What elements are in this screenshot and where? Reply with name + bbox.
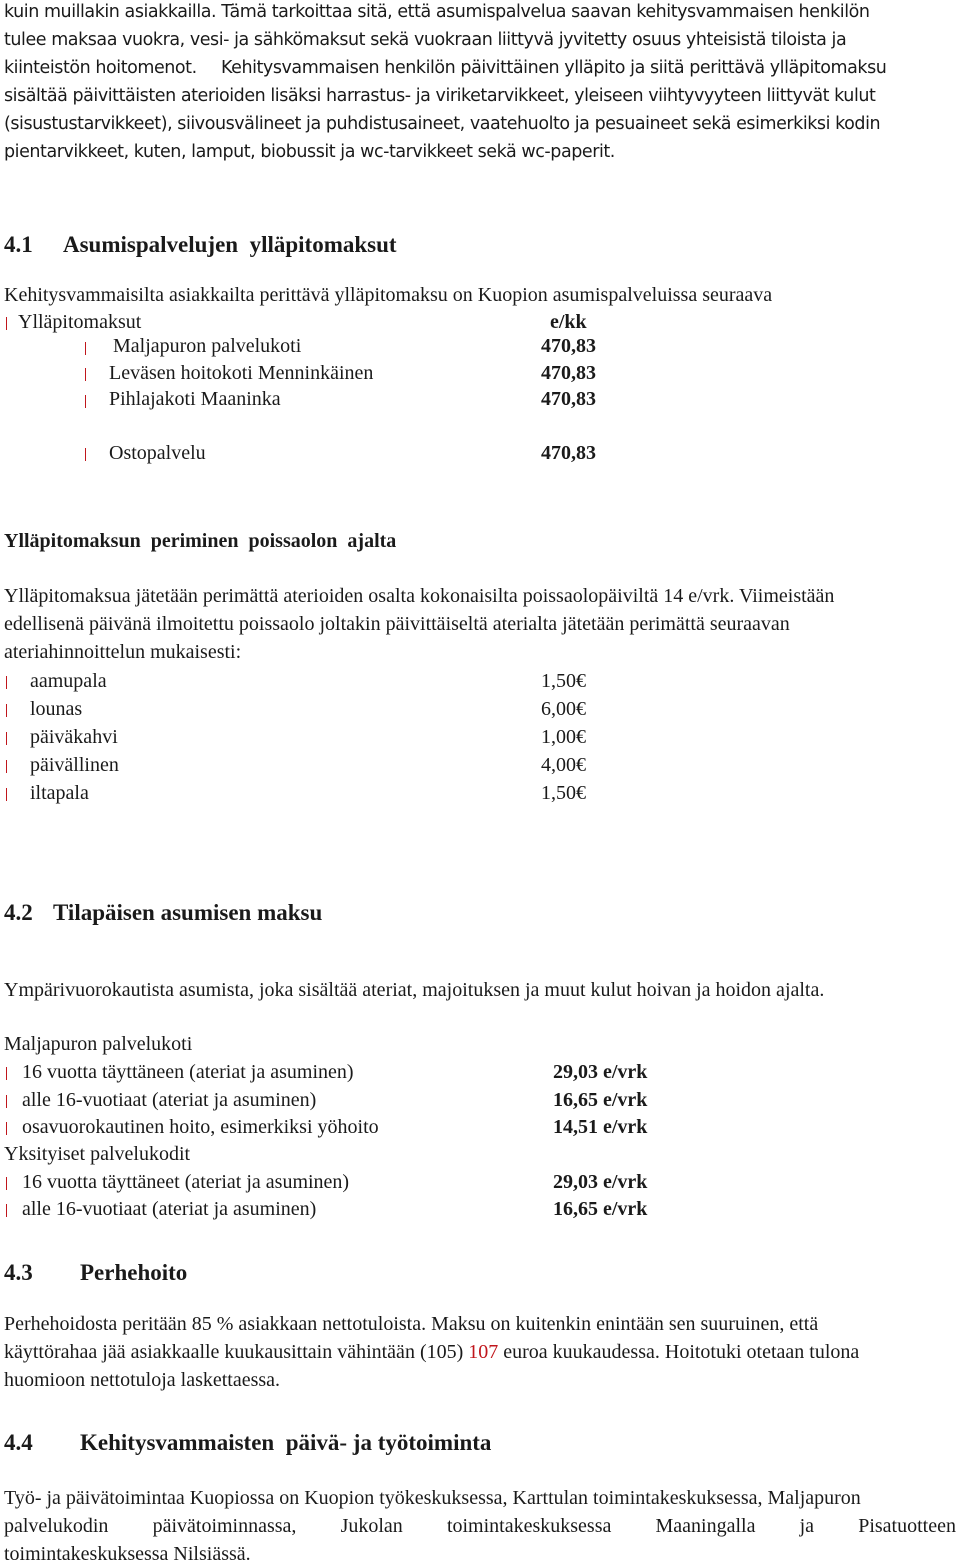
intro-line-4: sisältää päivittäisten aterioiden lisäksi harrastus- ja viriketarvikkeet, yleiseen viihtyvyyteen liittyvät kulut (4, 86, 876, 106)
fee-header-label: Ylläpitomaksut (18, 311, 142, 333)
intro-line-1: kuin muillakin asiakkailla. Tämä tarkoittaa sitä, että asumispalvelua saavan kehitysvammaisen henkilön (4, 2, 870, 22)
meal-label: päivällinen (30, 754, 119, 776)
fee-row-value: 470,83 (541, 442, 596, 464)
bullet-marker (6, 1122, 7, 1135)
section-4-3-line-1: Perhehoidosta peritään 85 % asiakkaan nettotuloista. Maksu on kuitenkin enintään sen suuruinen, että (4, 1313, 819, 1335)
bullet-marker (6, 1067, 7, 1080)
bullet-marker (6, 760, 7, 773)
temp-fee-value: 14,51 e/vrk (553, 1116, 648, 1138)
meal-price: 1,50€ (541, 782, 586, 804)
meal-price: 4,00€ (541, 754, 586, 776)
section-4-4-line-3: toimintakeskuksessa Nilsiässä. (4, 1543, 251, 1565)
temp-fee-label: 16 vuotta täyttäneen (ateriat ja asuminen) (22, 1061, 354, 1083)
fee-row-label: Maljapuron palvelukoti (113, 335, 302, 357)
section-4-2-title: Tilapäisen asumisen maksu (53, 900, 323, 925)
bullet-marker (6, 1204, 7, 1217)
fee-row-label: Leväsen hoitokoti Menninkäinen (109, 362, 374, 384)
intro-line-6: pientarvikkeet, kuten, lamput, biobussit ja wc-tarvikkeet sekä wc-paperit. (4, 142, 615, 162)
section-4-3-number: 4.3 (4, 1260, 33, 1285)
fee-row-label: Ostopalvelu (109, 442, 206, 464)
section-4-1-title: Asumispalvelujen ylläpitomaksut (63, 232, 397, 257)
absence-line-2: edellisenä päivänä ilmoitettu poissaolo joltakin päivittäiseltä aterialta jätetään perimättä seuraavan (4, 613, 790, 635)
bullet-marker (6, 676, 7, 689)
section-4-3-line-2: käyttörahaa jää asiakkaalle kuukausittain vähintään (105) 107 euroa kuukaudessa. Hoitotuki otetaan tulona (4, 1341, 860, 1363)
bullet-marker (6, 317, 7, 330)
absence-line-1: Ylläpitomaksua jätetään perimättä aterioiden osalta kokonaisilta poissaolopäiviltä 14 e/vrk. Viimeistään (4, 585, 835, 607)
bullet-marker (85, 342, 86, 355)
intro-line-5: (sisustustarvikkeet), siivousvälineet ja puhdistusaineet, vaatehuolto ja pesuaineet sekä esimerkiksi kodin (4, 114, 881, 134)
meal-label: iltapala (30, 782, 89, 804)
section-4-4-line-1: Työ- ja päivätoimintaa Kuopiossa on Kuopion työkeskuksessa, Karttulan toimintakeskuksessa, Maljapuron (4, 1487, 861, 1509)
temp-fee-label: alle 16-vuotiaat (ateriat ja asuminen) (22, 1089, 317, 1111)
temp-fee-value: 29,03 e/vrk (553, 1061, 648, 1083)
bullet-marker (6, 732, 7, 745)
intro-line-3b: Kehitysvammaisen henkilön päivittäinen ylläpito ja siitä perittävä ylläpitomaksu (221, 58, 887, 78)
temp-fee-value: 16,65 e/vrk (553, 1089, 648, 1111)
fee-row-value: 470,83 (541, 362, 596, 384)
group-title-maljapuro: Maljapuron palvelukoti (4, 1033, 193, 1055)
temp-fee-label: alle 16-vuotiaat (ateriat ja asuminen) (22, 1198, 317, 1220)
bullet-marker (85, 368, 86, 381)
intro-line-2: tulee maksaa vuokra, vesi- ja sähkömaksut sekä vuokraan liittyvä jyvitetty osuus yhteisistä tiloista ja (4, 30, 847, 50)
fee-row-value: 470,83 (541, 335, 596, 357)
section-4-2-intro: Ympärivuorokautista asumista, joka sisältää ateriat, majoituksen ja muut kulut hoivan ja hoidon ajalta. (4, 979, 825, 1001)
fee-row-label: Pihlajakoti Maaninka (109, 388, 281, 410)
meal-price: 1,50€ (541, 670, 586, 692)
section-4-3-title: Perhehoito (80, 1260, 188, 1285)
section-4-4-title: Kehitysvammaisten päivä- ja työtoiminta (80, 1430, 492, 1455)
fee-header-unit: e/kk (550, 311, 587, 333)
section-4-3-line-3: huomioon nettotuloja laskettaessa. (4, 1369, 281, 1391)
meal-price: 6,00€ (541, 698, 586, 720)
bullet-marker (6, 1177, 7, 1190)
meal-label: aamupala (30, 670, 107, 692)
intro-line-3: kiinteistön hoitomenot. (4, 58, 197, 78)
section-4-2-number: 4.2 (4, 900, 33, 925)
section-4-4-line-2: palvelukodin päivätoiminnassa, Jukolan toimintakeskuksessa Maaningalla ja Pisatuotteen (4, 1515, 956, 1537)
temp-fee-label: osavuorokautinen hoito, esimerkiksi yöhoito (22, 1116, 379, 1138)
meal-label: päiväkahvi (30, 726, 118, 748)
temp-fee-value: 16,65 e/vrk (553, 1198, 648, 1220)
section-4-4-number: 4.4 (4, 1430, 33, 1455)
highlighted-amount: 107 (468, 1341, 499, 1363)
bullet-marker (6, 704, 7, 717)
bullet-marker (6, 788, 7, 801)
section-4-1-intro: Kehitysvammaisilta asiakkailta perittävä ylläpitomaksu on Kuopion asumispalveluissa seuraava (4, 284, 773, 306)
fee-row-value: 470,83 (541, 388, 596, 410)
meal-price: 1,00€ (541, 726, 586, 748)
section-4-1-number: 4.1 (4, 232, 33, 257)
bullet-marker (85, 395, 86, 408)
meal-label: lounas (30, 698, 83, 720)
group-title-private: Yksityiset palvelukodit (4, 1143, 191, 1165)
temp-fee-value: 29,03 e/vrk (553, 1171, 648, 1193)
temp-fee-label: 16 vuotta täyttäneet (ateriat ja asuminen) (22, 1171, 350, 1193)
absence-title: Ylläpitomaksun periminen poissaolon ajalta (4, 530, 397, 552)
bullet-marker (85, 448, 86, 461)
bullet-marker (6, 1095, 7, 1108)
absence-line-3: ateriahinnoittelun mukaisesti: (4, 641, 242, 663)
